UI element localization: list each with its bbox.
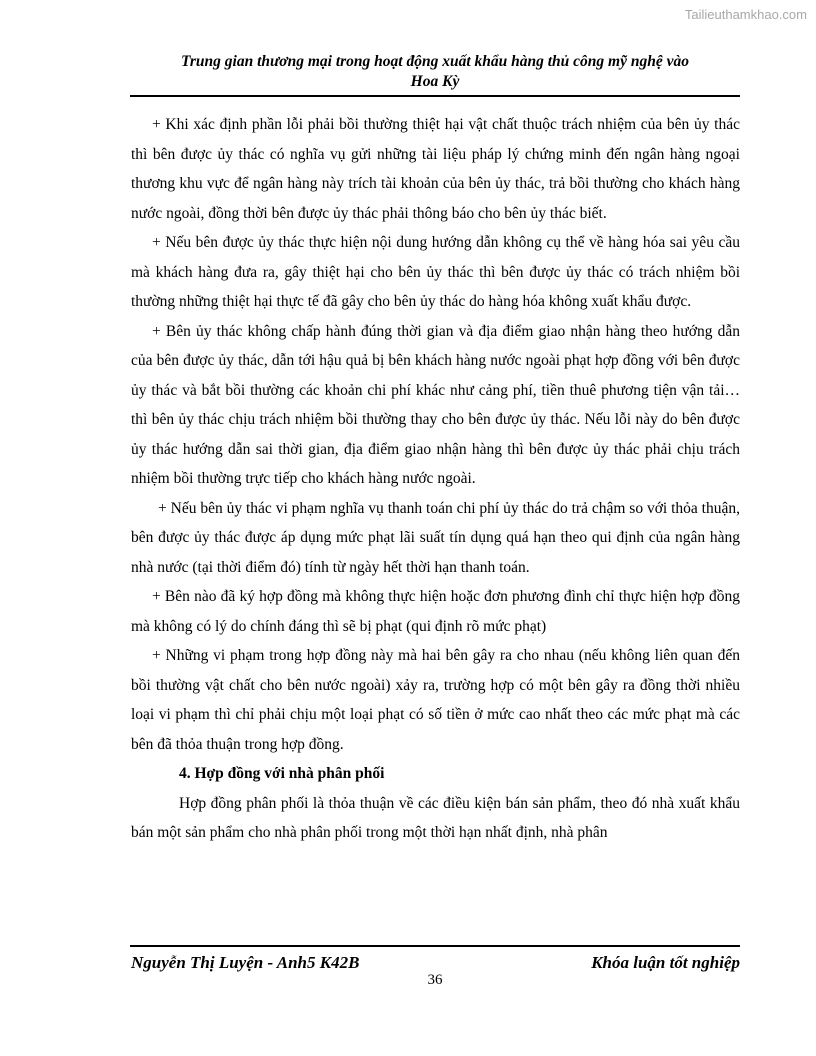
paragraph: + Bên ủy thác không chấp hành đúng thời gian và địa điểm giao nhận hàng theo hướng dẫn của bên được ủy thác, dẫn tới hậu quả bị bên khách hàng nước ngoài phạt hợp đồng với bên được ủy thác và bắt bồi thường các khoản chi phí khác như cảng phí, tiền thuê phương tiện vận tải… thì bên ủy thác chịu trách nhiệm bồi thường thay cho bên được ủy thác. Nếu lỗi này do bên được ủy thác hướng dẫn sai thời gian, địa điểm giao nhận hàng thì bên được ủy thác phải chịu trách nhiệm bồi thường trực tiếp cho khách hàng nước ngoài.: [131, 322, 740, 487]
footer-divider: [130, 945, 740, 947]
header-title-line1: Trung gian thương mại trong hoạt động xuất khẩu hàng thủ công mỹ nghệ vào: [180, 53, 689, 70]
watermark: Tailieuthamkhao.com: [684, 7, 807, 22]
page-header: [130, 52, 740, 92]
header-title-line2: Hoa Kỳ: [410, 73, 460, 90]
footer-document-type: Khóa luận tốt nghiệp: [591, 953, 740, 972]
paragraph: + Khi xác định phần lỗi phải bồi thường thiệt hại vật chất thuộc trách nhiệm của bên ủy thác thì bên được ủy thác có nghĩa vụ gửi những tài liệu pháp lý chứng minh đến ngân hàng ngoại thương khu vực để ngân hàng này trích tài khoản của bên ủy thác, trả bồi thường cho khách hàng nước ngoài, đồng thời bên được ủy thác phải thông báo cho bên ủy thác biết.: [131, 116, 740, 222]
section-heading: 4. Hợp đồng với nhà phân phối: [179, 765, 385, 782]
section-paragraph: Hợp đồng phân phối là thỏa thuận về các điều kiện bán sản phẩm, theo đó nhà xuất khẩu bán một sản phẩm cho nhà phân phối trong một thời hạn nhất định, nhà phân: [131, 794, 740, 841]
paragraph: + Bên nào đã ký hợp đồng mà không thực hiện hoặc đơn phương đình chỉ thực hiện hợp đồng mà không có lý do chính đáng thì sẽ bị phạt (qui định rõ mức phạt): [131, 588, 740, 635]
paragraph: + Nếu bên ủy thác vi phạm nghĩa vụ thanh toán chi phí ủy thác do trả chậm so với thỏa thuận, bên được ủy thác được áp dụng mức phạt lãi suất tín dụng quá hạn theo qui định của ngân hàng nhà nước (tại thời điểm đó) tính từ ngày hết thời hạn thanh toán.: [131, 499, 740, 576]
page-body: [131, 110, 740, 848]
paragraph: + Nếu bên được ủy thác thực hiện nội dung hướng dẫn không cụ thể về hàng hóa sai yêu cầu mà khách hàng đưa ra, gây thiệt hại cho bên ủy thác thì bên được ủy thác có trách nhiệm bồi thường những thiệt hại thực tế đã gây cho bên ủy thác do hàng hóa không xuất khẩu được.: [131, 234, 740, 310]
paragraph: + Những vi phạm trong hợp đồng này mà hai bên gây ra cho nhau (nếu không liên quan đến bồi thường vật chất cho bên nước ngoài) xảy ra, trường hợp có một bên gây ra đồng thời nhiều loại vi phạm thì chỉ phải chịu một loại phạt có số tiền ở mức cao nhất theo các mức phạt mà các bên đã thỏa thuận trong hợp đồng.: [131, 647, 740, 753]
page-number: 36: [427, 972, 443, 988]
header-divider: [130, 95, 740, 97]
footer-author: Nguyễn Thị Luyện - Anh5 K42B: [131, 953, 360, 972]
